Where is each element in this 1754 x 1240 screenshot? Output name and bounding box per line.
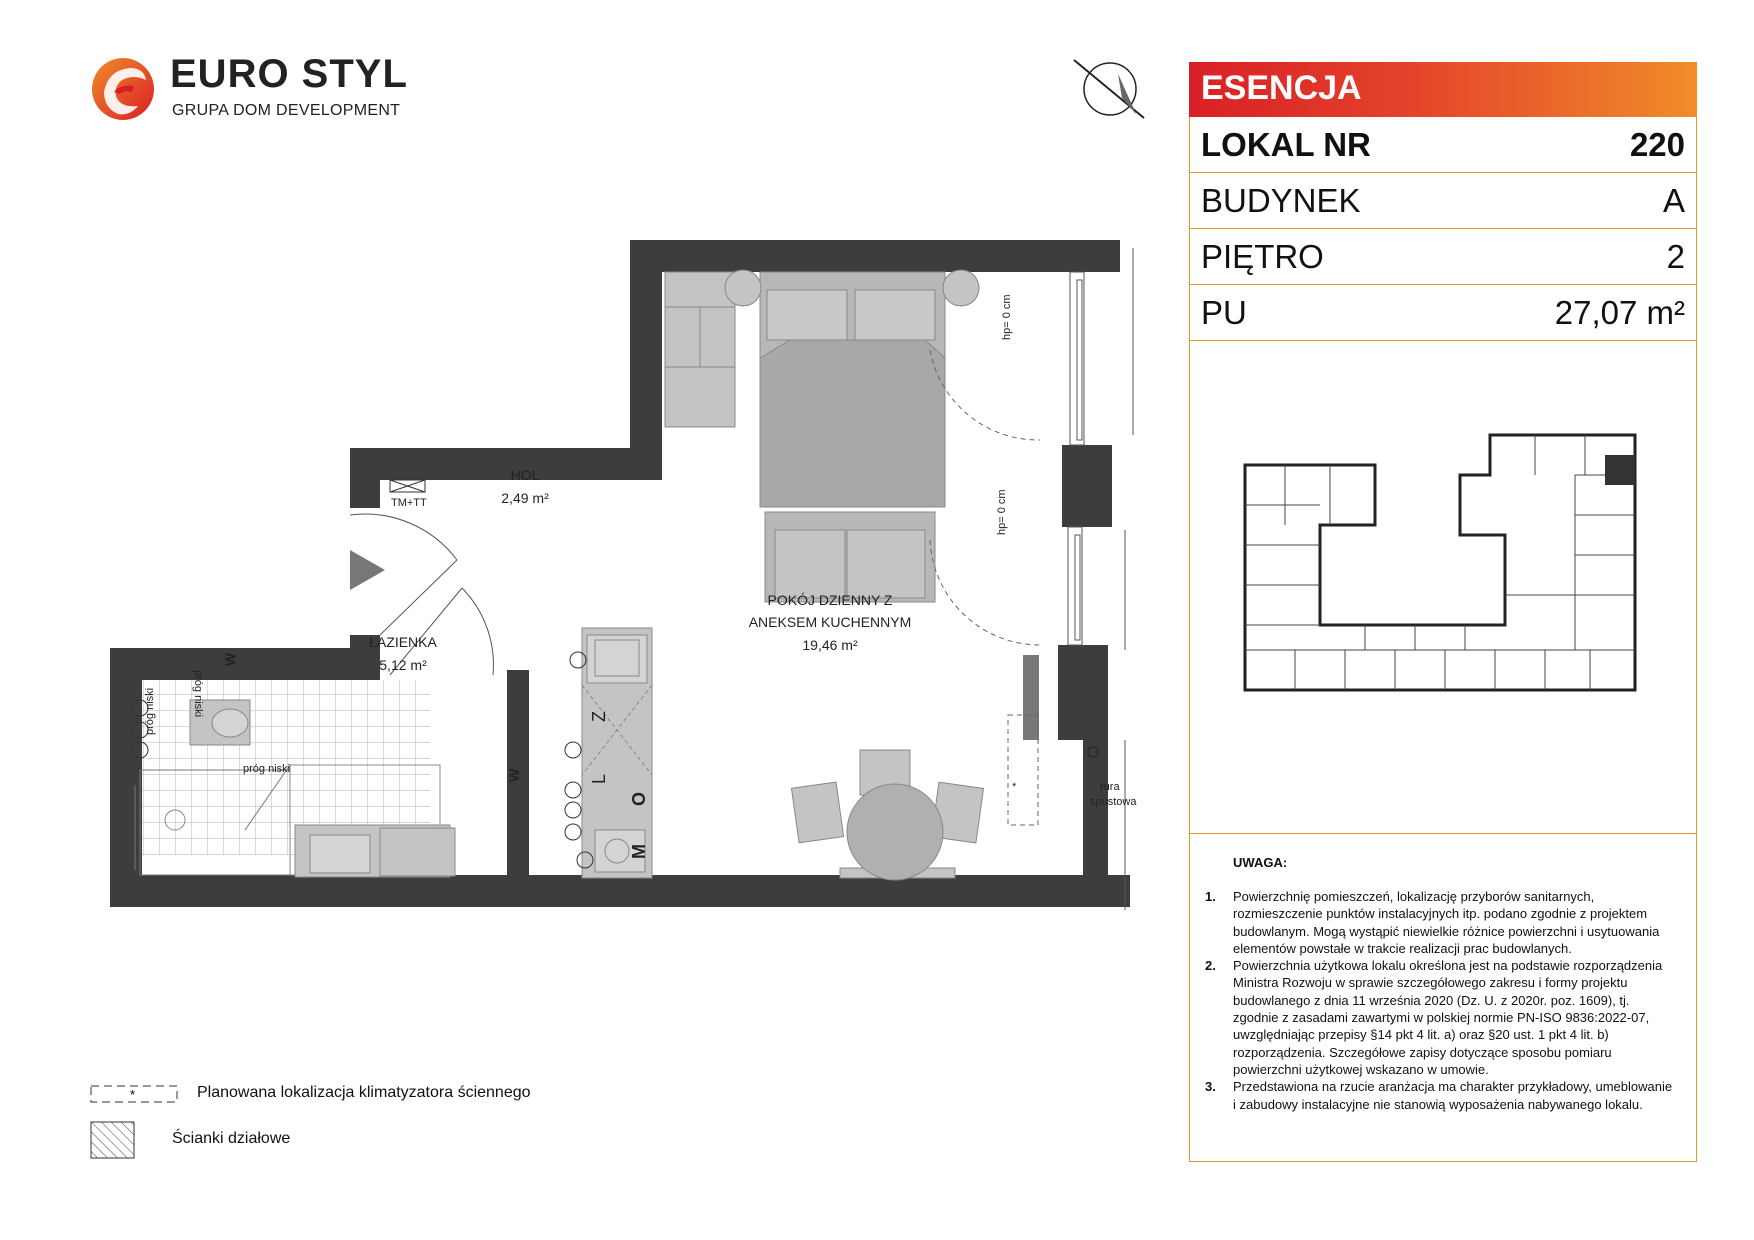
bathroom-w2: W [506, 768, 522, 782]
room-lazienka-area: 5,12 m² [379, 657, 427, 673]
hp-label-1: hp= 0 cm [1001, 294, 1013, 340]
rura-label-1: rura [1100, 781, 1120, 793]
room-hol-name: HOL [510, 467, 540, 483]
room-pokoj-name-1: POKÓJ DZIENNY Z [767, 592, 893, 608]
air-conditioner [1023, 655, 1039, 740]
legend-ac-symbol [90, 1085, 178, 1103]
row-lokal-label: LOKAL NR [1201, 126, 1371, 163]
legend-star: * [130, 1087, 136, 1102]
kitchen-counter [582, 628, 652, 878]
brand-name: EURO STYL [170, 52, 408, 96]
rura-label-2: spustowa [1090, 796, 1137, 808]
row-budynek-value: A [1662, 182, 1685, 219]
prog-niski-v2: próg niski [144, 687, 156, 735]
note-item [1205, 888, 1675, 957]
prog-niski-v1: próg niski [192, 670, 204, 718]
note-item [1205, 957, 1675, 1078]
bed [725, 270, 979, 507]
row-pu-value: 27,07 m² [1554, 294, 1685, 331]
kitchen-m: M [629, 844, 649, 859]
row-pu [1189, 285, 1697, 341]
row-lokal-value: 220 [1629, 126, 1685, 163]
sofa [765, 512, 935, 602]
north-arrow-icon [1070, 56, 1148, 122]
kitchen-l: L [589, 773, 609, 784]
row-lokal [1189, 117, 1697, 173]
hp-label-2: hp= 0 cm [996, 489, 1008, 535]
note-number: 2. [1205, 958, 1216, 974]
legend-ac-text: Planowana lokalizacja klimatyzatora ściennego [197, 1084, 531, 1101]
brand-subtitle: GRUPA DOM DEVELOPMENT [172, 102, 401, 119]
room-pokoj-name-2: ANEKSEM KUCHENNYM [748, 614, 912, 630]
row-pu-label: PU [1201, 294, 1247, 331]
note-text: Powierzchnia użytkowa lokalu określona jest na podstawie rozporządzenia Ministra Rozwoju w sprawie szczegółowego zakresu i formy projektu budowlanego z dnia 11 września 2020 (Dz. U. z 2020r. poz. 1609), tj. zgodnie z zasadami zawartymi w polskiej normie PN-ISO 9836:2022-07, uwzględniając przepisy §14 pkt 4 lit. a) oraz §20 ust. 1 pkt 4 lit. b) rozporządzenia. Szczegółowe zapisy dotyczące sposobu pomiaru powierzchni użytkowej wskazano w umowie. [1233, 958, 1663, 1077]
legend-partition-symbol [90, 1121, 135, 1159]
note-text: Powierzchnię pomieszczeń, lokalizację przyborów sanitarnych, rozmieszczenie punktów instalacyjnych itp. podano zgodnie z projektem budowlanym. Mogą wystąpić niewielkie różnice powierzchni i usytuowania elementów powstałe w trakcie realizacji prac budowlanych. [1233, 889, 1660, 956]
building-key-plan [1215, 425, 1675, 735]
note-number: 3. [1205, 1079, 1216, 1095]
notes-title: UWAGA: [1233, 855, 1288, 870]
row-budynek-label: BUDYNEK [1201, 182, 1361, 219]
prog-niski-label: próg niski [243, 763, 291, 775]
notes-divider [1189, 833, 1697, 834]
project-name: ESENCJA [1201, 69, 1362, 107]
project-header [1189, 62, 1697, 117]
wardrobe [665, 272, 735, 427]
notes-list [1205, 888, 1675, 1113]
note-text: Przedstawiona na rzucie aranżacja ma charakter przykładowy, umeblowanie i zabudowy instalacyjne nie stanowią wyposażenia nabywanego lokalu. [1233, 1079, 1673, 1112]
room-hol-area: 2,49 m² [501, 490, 549, 506]
tm-tt-box [390, 480, 425, 492]
note-number: 1. [1205, 889, 1216, 904]
row-pietro-label: PIĘTRO [1201, 238, 1324, 275]
kitchen-o: O [629, 791, 649, 806]
dining-table [791, 750, 983, 880]
entrance-arrow-icon [350, 550, 385, 590]
kitchen-z: Z [589, 711, 609, 722]
bathroom-w: W [222, 652, 238, 666]
room-lazienka-name: ŁAZIENKA [369, 634, 437, 650]
row-budynek [1189, 173, 1697, 229]
row-pietro [1189, 229, 1697, 285]
balcony-doors [930, 350, 1040, 645]
tm-tt-label: TM+TT [391, 497, 427, 509]
floor-plan [95, 230, 1165, 930]
row-pietro-value: 2 [1666, 238, 1685, 275]
legend-partition-text: Ścianki działowe [172, 1130, 291, 1147]
note-item [1205, 1078, 1675, 1113]
euro-styl-logo-icon [90, 56, 156, 122]
ac-star: * [1012, 781, 1017, 793]
room-pokoj-area: 19,46 m² [802, 637, 858, 653]
